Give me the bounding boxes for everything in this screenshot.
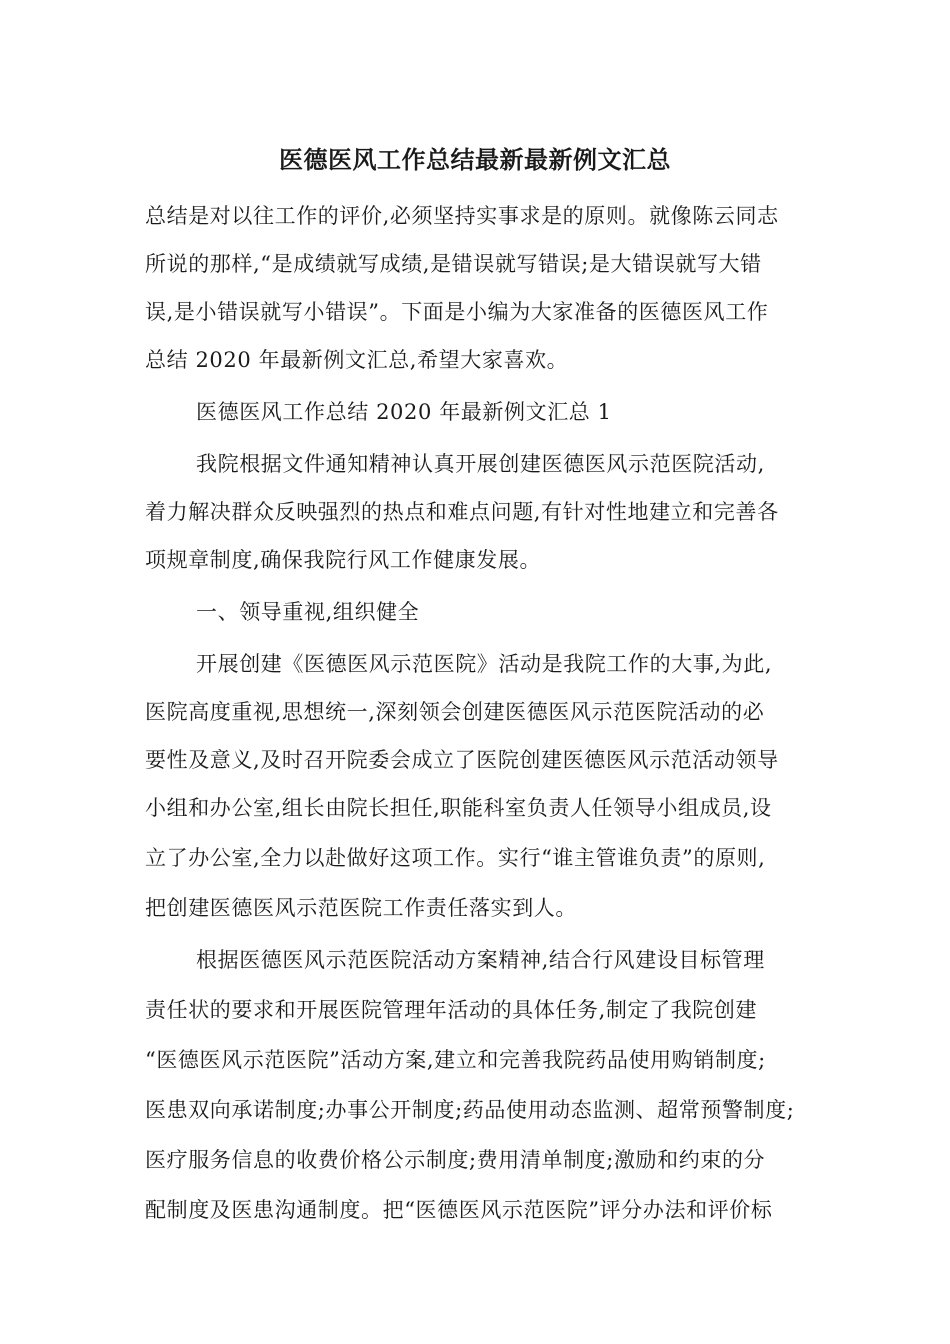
paragraph-line: 总结是对以往工作的评价,必须坚持实事求是的原则。就像陈云同志 — [145, 204, 779, 228]
paragraph-line: 立了办公室,全力以赴做好这项工作。实行“谁主管谁负责”的原则, — [145, 846, 766, 870]
paragraph-line: 所说的那样,“是成绩就写成绩,是错误就写错误;是大错误就写大错 — [145, 252, 762, 276]
paragraph-line: 着力解决群众反映强烈的热点和难点问题,有针对性地建立和完善各 — [145, 500, 779, 524]
document-title: 医德医风工作总结最新最新例文汇总 — [279, 145, 671, 174]
paragraph-line: 把创建医德医风示范医院工作责任落实到人。 — [145, 896, 577, 920]
paragraph-line: 误,是小错误就写小错误”。下面是小编为大家准备的医德医风工作 — [145, 300, 769, 324]
paragraph-line: 责任状的要求和开展医院管理年活动的具体任务,制定了我院创建 — [145, 998, 758, 1022]
paragraph-line: 我院根据文件通知精神认真开展创建医德医风示范医院活动, — [196, 452, 765, 476]
paragraph-line: 要性及意义,及时召开院委会成立了医院创建医德医风示范活动领导 — [145, 748, 779, 772]
paragraph-line: “医德医风示范医院”活动方案,建立和完善我院药品使用购销制度; — [145, 1048, 766, 1072]
paragraph-line: 配制度及医患沟通制度。把“医德医风示范医院”评分办法和评价标 — [145, 1198, 773, 1222]
paragraph-line: 总结 2020 年最新例文汇总,希望大家喜欢。 — [145, 348, 569, 372]
paragraph-line: 项规章制度,确保我院行风工作健康发展。 — [145, 548, 542, 572]
paragraph-line: 开展创建《医德医风示范医院》活动是我院工作的大事,为此, — [196, 652, 773, 676]
paragraph-line: 医疗服务信息的收费价格公示制度;费用清单制度;激励和约束的分 — [145, 1148, 766, 1172]
section-heading: 一、领导重视,组织健全 — [196, 600, 420, 624]
paragraph-line: 医患双向承诺制度;办事公开制度;药品使用动态监测、超常预警制度; — [145, 1098, 795, 1122]
paragraph-line: 小组和办公室,组长由院长担任,职能科室负责人任领导小组成员,设 — [145, 796, 772, 820]
section-heading: 医德医风工作总结 2020 年最新例文汇总 1 — [196, 400, 612, 424]
paragraph-line: 根据医德医风示范医院活动方案精神,结合行风建设目标管理 — [196, 948, 765, 972]
paragraph-line: 医院高度重视,思想统一,深刻领会创建医德医风示范医院活动的必 — [145, 700, 765, 724]
